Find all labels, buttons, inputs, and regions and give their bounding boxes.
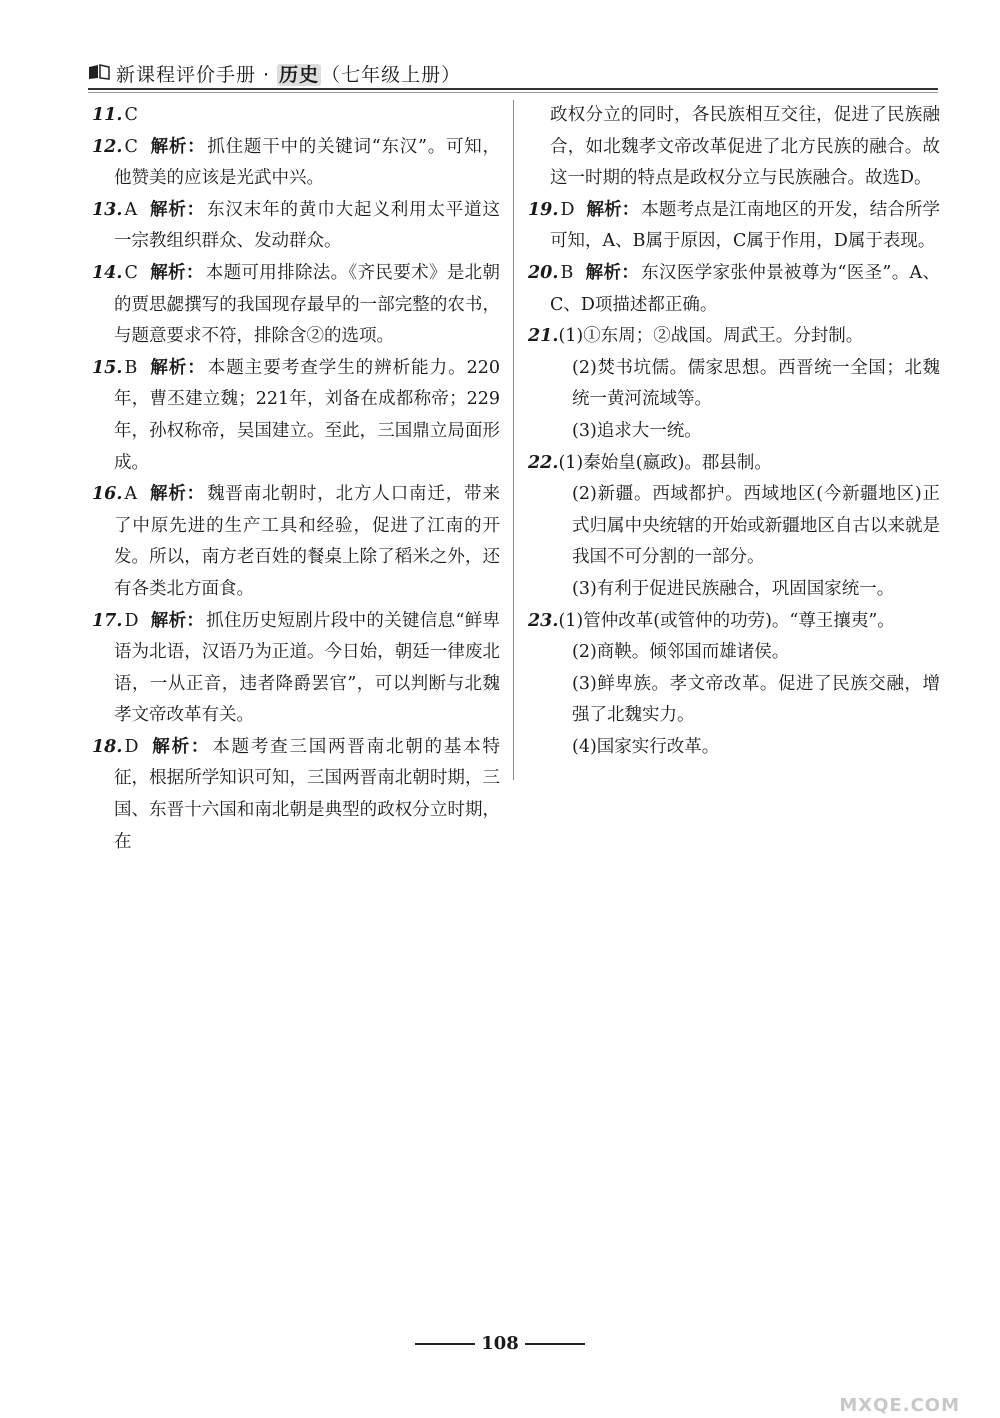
sub-answer: (2)新疆。西域都护。西域地区(今新疆地区)正式归属中央统辖的开始或新疆地区自古以来就是我国不可分割的一部分。 — [572, 484, 940, 568]
answer-item-23 — [528, 606, 940, 764]
header-subject: 历史 — [279, 64, 320, 86]
analysis-text: 抓住历史短剧片段中的关键信息“鲜卑语为北语，汉语乃为正道。今日始，朝廷一律废北语，一从正音，违者降爵罢官”，可以判断与北魏孝文帝改革有关。 — [114, 610, 500, 726]
answer-item-19 — [528, 195, 940, 258]
answer-item-20 — [528, 258, 940, 321]
item-answer: B — [124, 357, 138, 378]
analysis-label: 解析： — [149, 136, 206, 157]
sub-answer: (1)①东周；②战国。周武王。分封制。 — [558, 326, 864, 347]
answer-item-18-continued: 政权分立的同时，各民族相互交往，促进了民族融合，如北魏孝文帝改革促进了北方民族的融合。故这一时期的特点是政权分立与民族融合。故选D。 — [550, 105, 940, 189]
analysis-label: 解析： — [149, 262, 204, 283]
answer-item-13 — [92, 195, 500, 258]
answer-item-14 — [92, 258, 500, 353]
answer-item-16 — [92, 479, 500, 605]
analysis-text: 抓住题干中的关键词“东汉”。可知，他赞美的应该是光武中兴。 — [114, 136, 500, 189]
analysis-text: 东汉末年的黄巾大起义利用太平道这一宗教组织群众、发动群众。 — [114, 199, 501, 252]
header-rule-thin — [88, 92, 938, 93]
item-answer: D — [124, 610, 139, 631]
sub-answer: (2)焚书坑儒。儒家思想。西晋统一全国；北魏统一黄河流域等。 — [572, 357, 940, 410]
sub-answer: (3)追求大一统。 — [572, 420, 702, 441]
analysis-label: 解析： — [585, 262, 640, 283]
watermark-text: MXQE.COM — [839, 1395, 960, 1416]
ornament-right — [525, 1343, 585, 1345]
header-rule — [88, 88, 938, 90]
sub-answer: (1)秦始皇(嬴政)。郡县制。 — [558, 452, 772, 473]
item-answer: B — [560, 262, 574, 283]
analysis-text: 本题可用排除法。《齐民要术》是北朝的贾思勰撰写的我国现存最早的一部完整的农书，与题意要求不符，排除含②的选项。 — [114, 262, 501, 347]
item-answer: C — [124, 136, 138, 157]
item-answer: A — [124, 484, 138, 505]
item-number: 13. — [92, 199, 123, 220]
answer-item-18 — [92, 732, 500, 858]
analysis-text: 本题考查三国两晋南北朝的基本特征，根据所学知识可知，三国两晋南北朝时期，三国、东晋十六国和南北朝是典型的政权分立时期，在 — [114, 736, 501, 852]
item-number: 11. — [92, 105, 123, 125]
answer-item-15 — [92, 353, 500, 479]
left-column — [92, 100, 500, 858]
header-title-post: （七年级上册） — [321, 64, 462, 86]
item-number: 12. — [92, 136, 123, 157]
answer-item-21 — [528, 321, 940, 447]
item-number: 14. — [92, 262, 123, 283]
item-number: 20. — [528, 262, 559, 283]
analysis-label: 解析： — [149, 357, 206, 378]
item-number: 21. — [528, 326, 559, 347]
column-divider — [513, 100, 514, 780]
right-column — [528, 100, 940, 763]
analysis-label: 解析： — [150, 736, 211, 757]
analysis-text: 东汉医学家张仲景被尊为“医圣”。A、C、D项描述都正确。 — [550, 262, 941, 315]
answer-item-22 — [528, 448, 940, 606]
analysis-label: 解析： — [150, 610, 205, 631]
item-number: 19. — [528, 199, 559, 220]
analysis-text: 魏晋南北朝时，北方人口南迁，带来了中原先进的生产工具和经验，促进了江南的开发。所以，南方老百姓的餐桌上除了稻米之外，还有各类北方面食。 — [114, 484, 501, 599]
item-number: 15. — [92, 357, 123, 378]
page-number: 108 — [481, 1333, 519, 1354]
item-answer: D — [124, 736, 139, 757]
item-number: 23. — [528, 610, 559, 631]
item-answer: C — [124, 105, 138, 125]
sub-answer: (1)管仲改革(或管仲的功劳)。“尊王攘夷”。 — [558, 610, 895, 631]
item-answer: C — [124, 262, 138, 283]
sub-answer: (4)国家实行改革。 — [572, 736, 720, 757]
analysis-label: 解析： — [586, 199, 640, 220]
sub-answer: (3)鲜卑族。孝文帝改革。促进了民族交融，增强了北魏实力。 — [572, 673, 940, 726]
analysis-text: 本题主要考查学生的辨析能力。220年，曹丕建立魏；221年，刘备在成都称帝；229年，孙权称帝，吴国建立。至此，三国鼎立局面形成。 — [114, 357, 501, 473]
book-icon — [88, 64, 110, 80]
sub-answer: (3)有利于促进民族融合，巩固国家统一。 — [572, 578, 895, 599]
page-header — [88, 58, 938, 92]
item-answer: D — [560, 199, 575, 220]
item-number: 16. — [92, 484, 123, 505]
answer-item-12 — [92, 132, 500, 195]
answer-item-11 — [92, 100, 500, 132]
item-answer: A — [124, 199, 138, 220]
sub-answer: (2)商鞅。倾邻国而雄诸侯。 — [572, 642, 790, 663]
watermark — [800, 1368, 960, 1416]
analysis-label: 解析： — [149, 199, 206, 220]
header-title-pre: 新课程评价手册 · — [116, 64, 278, 86]
analysis-text: 本题考点是江南地区的开发，结合所学可知，A、B属于原因，C属于作用，D属于表现。 — [550, 199, 941, 252]
answer-item-17 — [92, 606, 500, 732]
item-number: 17. — [92, 610, 123, 631]
page-footer — [0, 1333, 1000, 1354]
analysis-label: 解析： — [149, 484, 206, 505]
ornament-left — [415, 1343, 475, 1345]
header-title — [116, 60, 461, 87]
item-number: 18. — [92, 736, 123, 757]
item-number: 22. — [528, 452, 559, 473]
